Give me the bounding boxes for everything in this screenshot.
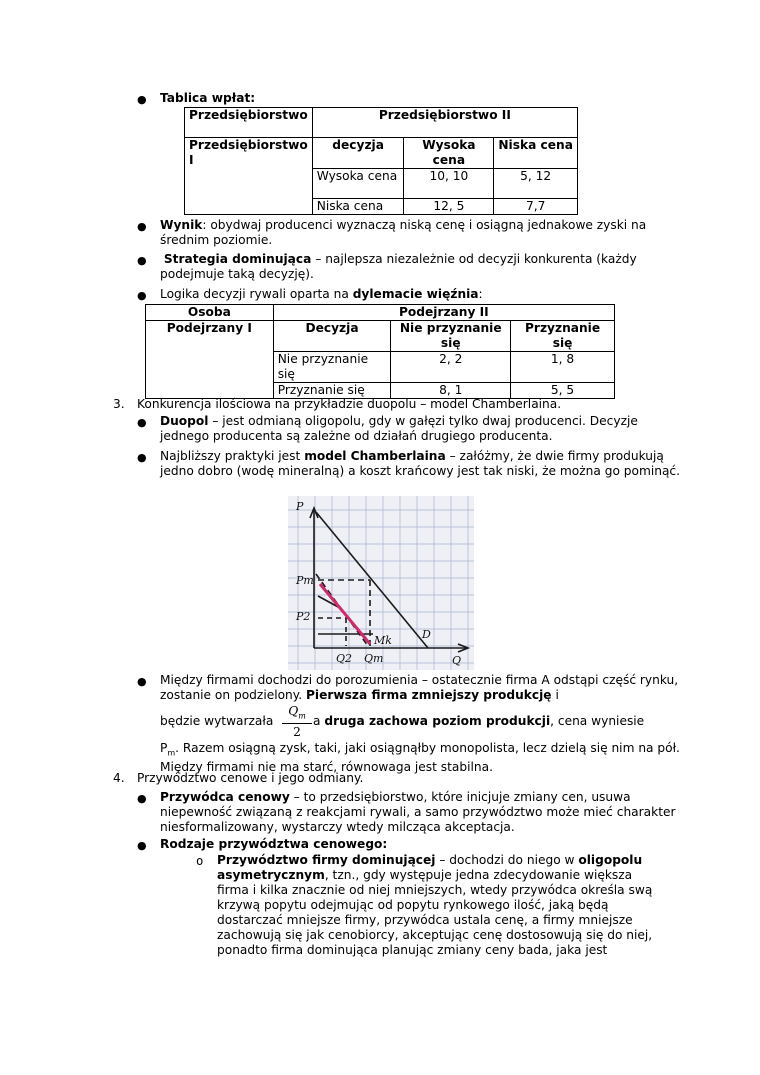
label-p2: P2: [296, 610, 311, 623]
payoff-table-firms: [184, 107, 578, 215]
table1-corner: Przedsiębiorstwo: [185, 108, 313, 138]
dominant-strategy-paragraph: Strategia dominująca – najlepsza niezależnie od decyzji konkurenta (każdy podejmuje taką decyzję).: [160, 252, 637, 281]
logic-paragraph: Logika decyzji rywali oparta na dylemacie więźnia:: [160, 287, 483, 301]
table1-col-group: Przedsiębiorstwo II: [312, 108, 577, 138]
table1-col-low: Niska cena: [494, 138, 578, 169]
chamberlain-graph: [288, 496, 474, 670]
bullet: ●: [137, 675, 147, 688]
fraction-qm-over-2: $Q_m$ 2: [282, 704, 312, 740]
bullet: ●: [137, 289, 147, 302]
table1-row-group: Przedsiębiorstwo I: [185, 138, 313, 215]
bullet: ●: [137, 792, 147, 805]
bullet: ●: [137, 93, 147, 106]
bullet: ●: [137, 416, 147, 429]
table2-row-label: Przyznanie się: [273, 383, 391, 399]
dominant-firm-paragraph: Przywództwo firmy dominującej – dochodzi do niego w oligopolu asymetrycznym, tzn., gdy występuje jedna zdecydowanie większa firma i kilka znacznie od niej mniejszych, wtedy przywódca określa swą krzywą popytu odejmując od popytu rynkowego ilość, jaką będą dostarczać mniejsze firmy, przywódca ustala cenę, a firmy mniejsze zachowują się jak cenobiorcy, akceptując cenę dostosowują się do niej, ponadto firma dominująca planując zmiany ceny bada, jaka jest: [217, 853, 653, 957]
chamberlain-paragraph: Najbliższy praktyki jest model Chamberlaina – załóżmy, że dwie firmy produkują jedno dobro (wodę mineralną) a koszt krańcowy jest tak niski, że można go pominąć.: [160, 449, 680, 478]
section-number: 3.: [113, 397, 125, 411]
table2-cell: 5, 5: [511, 383, 615, 399]
label-q: Q: [452, 654, 462, 667]
bullet: ●: [137, 451, 147, 464]
table1-decision: decyzja: [312, 138, 404, 169]
table1-cell: 5, 12: [494, 169, 578, 199]
table1-cell: 7,7: [494, 199, 578, 215]
will-produce-line: będzie wytwarzała: [160, 714, 274, 728]
table1-row-label: Wysoka cena: [312, 169, 404, 199]
bullet: ●: [137, 839, 147, 852]
table2-row-label: Nie przyznanie się: [273, 352, 391, 383]
label-d: D: [422, 628, 431, 641]
table2-col-a: Nie przyznanie się: [391, 321, 511, 352]
table1-cell: 12, 5: [404, 199, 494, 215]
agreement-paragraph: Między firmami dochodzi do porozumienia – ostatecznie firma A odstąpi część rynku, zostanie on podzielony. Pierwsza firma zmniejszy produkcję i: [160, 673, 679, 702]
section-heading: Przywództwo cenowe i jego odmiany.: [137, 771, 364, 785]
label-pm: Pm: [296, 574, 314, 587]
section-heading: Konkurencja ilościowa na przykładzie duopolu – model Chamberlaina.: [137, 397, 562, 411]
table1-col-high: Wysoka cena: [404, 138, 494, 169]
label-qm: Qm: [364, 652, 384, 665]
table2-decision: Decyzja: [273, 321, 391, 352]
leadership-types-heading: Rodzaje przywództwa cenowego:: [160, 837, 388, 851]
joint-profit-paragraph: $P_m$. Razem osiągną zysk, taki, jaki osiągnąłby monopolista, lecz dzielą się nim na pół. Między firmami nie ma starć, równowaga jest stabilna.: [160, 741, 680, 775]
table2-col-group: Podejrzany II: [273, 305, 614, 321]
label-q2: Q2: [336, 652, 353, 665]
label-mk: Mk: [374, 634, 392, 647]
label-p: P: [296, 500, 304, 513]
table2-cell: 8, 1: [391, 383, 511, 399]
table2-cell: 1, 8: [511, 352, 615, 383]
table2-cell: 2, 2: [391, 352, 511, 383]
section-number: 4.: [113, 771, 125, 785]
prisoners-dilemma-table: [145, 304, 615, 399]
second-firm-line: a druga zachowa poziom produkcji, cena wyniesie: [313, 714, 645, 728]
table2-corner: Osoba: [146, 305, 274, 321]
duopoly-paragraph: Duopol – jest odmianą oligopolu, gdy w gałęzi tylko dwaj producenci. Decyzje jednego producenta są zależne od działań drugiego producenta.: [160, 414, 638, 443]
table2-row-group: Podejrzany I: [146, 321, 274, 399]
result-paragraph: Wynik: obydwaj producenci wyznaczą niską cenę i osiągną jednakowe zyski na średnim poziomie.: [160, 218, 647, 247]
price-leader-paragraph: Przywódca cenowy – to przedsiębiorstwo, które inicjuje zmiany cen, usuwa niepewność związaną z reakcjami rywali, a samo przywództwo może mieć charakter niesformalizowany, wystarczy wtedy milcząca akceptacja.: [160, 790, 676, 834]
table1-cell: 10, 10: [404, 169, 494, 199]
payoff-label: Tablica wpłat:: [160, 91, 256, 105]
bullet: ●: [137, 220, 147, 233]
bullet: ●: [137, 254, 147, 267]
table1-row-label: Niska cena: [312, 199, 404, 215]
sub-bullet: o: [196, 854, 204, 868]
table2-col-b: Przyznanie się: [511, 321, 615, 352]
